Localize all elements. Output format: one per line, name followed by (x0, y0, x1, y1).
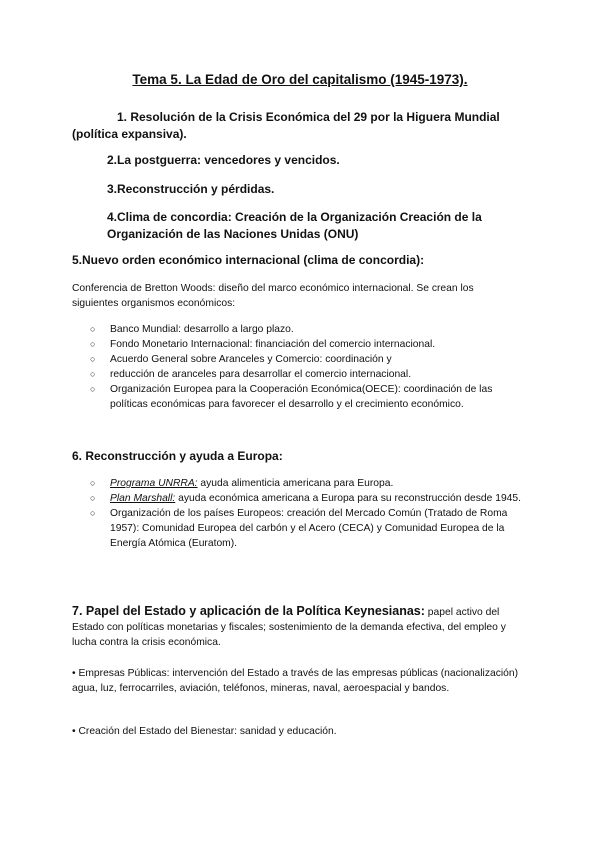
list-item: ○ Programa UNRRA: ayuda alimenticia americana para Europa. (90, 478, 394, 489)
list-item: ○ Plan Marshall: ayuda económica americana a Europa para su reconstrucción desde 1945. (90, 493, 521, 504)
list-item: ○ Acuerdo General sobre Aranceles y Comercio: coordinación y (90, 354, 392, 365)
unrra-link[interactable]: Programa UNRRA: (110, 478, 198, 489)
list-item: ○ Banco Mundial: desarrollo a largo plazo. (90, 324, 294, 335)
marshall-link[interactable]: Plan Marshall: (110, 493, 176, 504)
circle-bullet-icon: ○ (90, 369, 96, 379)
circle-bullet-icon: ○ (90, 324, 96, 334)
circle-bullet-icon: ○ (90, 508, 96, 518)
list-item: ○ Organización Europea para la Cooperación Económica(OECE): coordinación de las políticas económicas para favorecer el desarrollo y el crecimiento económico. (90, 384, 493, 410)
section-7-bullet-1: • Empresas Públicas: intervención del Estado a través de las empresas públicas (nacionalización) agua, luz, ferrocarriles, aviación, teléfonos, mineras, naval, aeroespacial y bandos. (72, 668, 519, 694)
item-1-heading: 1. Resolución de la Crisis Económica del 29 por la Higuera Mundial (política expansiva). (72, 110, 500, 141)
circle-bullet-icon: ○ (90, 354, 96, 364)
item-4-heading: 4.Clima de concordia: Creación de la Organización Creación de la Organización de las Naciones Unidas (ONU) (107, 210, 482, 241)
circle-bullet-icon: ○ (90, 384, 96, 394)
section-5-heading: 5.Nuevo orden económico internacional (clima de concordia): (72, 253, 425, 267)
list-item: ○ Fondo Monetario Internacional: financiación del comercio internacional. (90, 339, 436, 350)
section-5-list (90, 322, 530, 412)
item-2-heading: 2.La postguerra: vencedores y vencidos. (107, 153, 340, 167)
section-6-heading: 6. Reconstrucción y ayuda a Europa: (72, 449, 283, 463)
circle-bullet-icon: ○ (90, 339, 96, 349)
list-item: ○ Organización de los países Europeos: creación del Mercado Común (Tratado de Roma 1957): Comunidad Europea del carbón y el Acero (CECA) y Comunidad Europea de la Energía Atómica (Euratom). (90, 508, 508, 549)
item-3-heading: 3.Reconstrucción y pérdidas. (107, 182, 275, 196)
section-6-list (90, 476, 530, 551)
section-7-heading: 7. Papel del Estado y aplicación de la Política Keynesianas: (72, 604, 425, 618)
list-item: ○ reducción de aranceles para desarrollar el comercio internacional. (90, 369, 412, 380)
section-5-intro: Conferencia de Bretton Woods: diseño del marco económico internacional. Se crean los siguientes organismos económicos: (72, 283, 474, 309)
circle-bullet-icon: ○ (90, 478, 96, 488)
section-7-bullet-2: • Creación del Estado del Bienestar: sanidad y educación. (72, 726, 337, 737)
circle-bullet-icon: ○ (90, 493, 96, 503)
section-7-paragraph: 7. Papel del Estado y aplicación de la Política Keynesianas: papel activo del Estado con políticas monetarias y fiscales; sostenimiento de la demanda efectiva, del empleo y lucha contra la crisis económica. (72, 604, 506, 648)
page-title: Tema 5. La Edad de Oro del capitalismo (1945-1973). (132, 72, 468, 87)
